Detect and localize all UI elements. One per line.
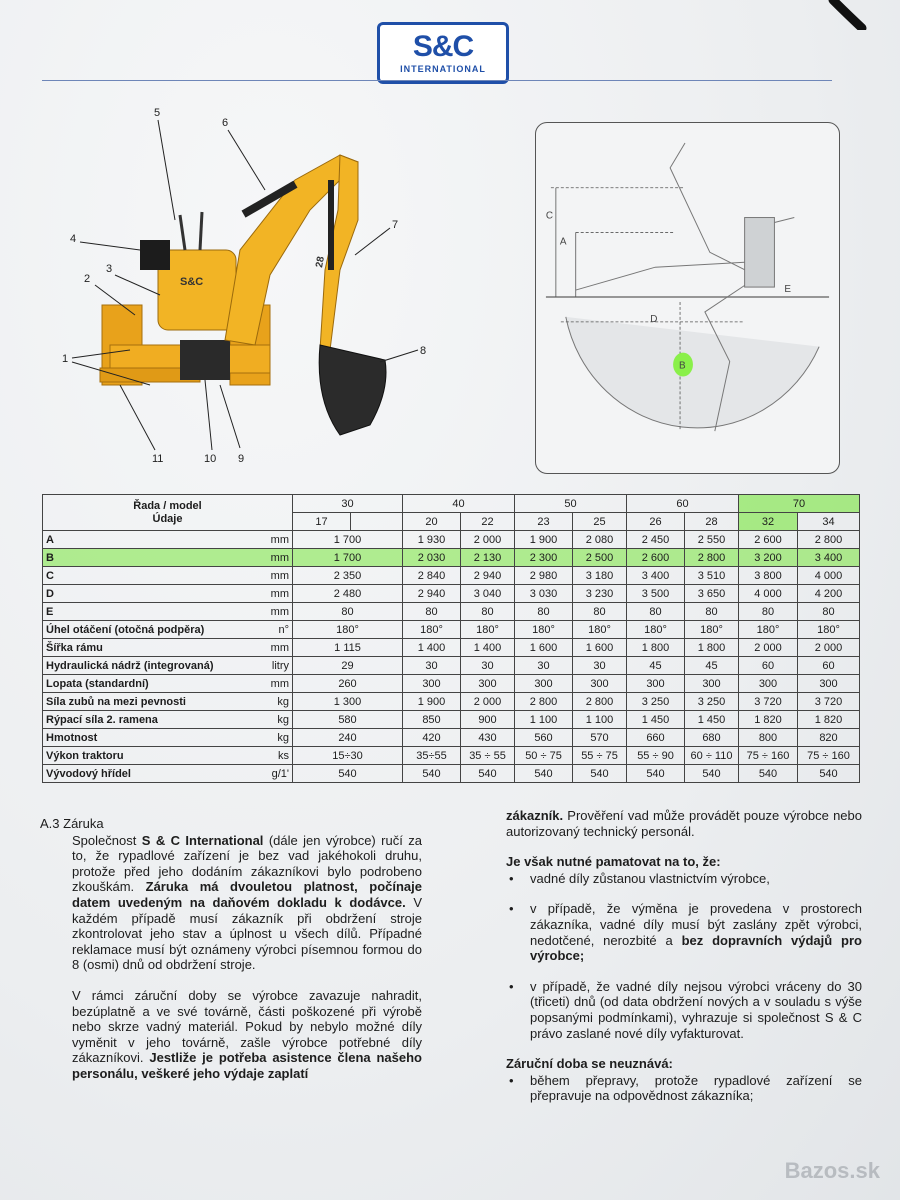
callout-10: 10 (204, 453, 217, 465)
table-cell: 29 (293, 657, 403, 675)
table-cell: 240 (293, 729, 403, 747)
table-cell: 4 000 (798, 567, 860, 585)
table-cell: 55 ÷ 90 (627, 747, 685, 765)
bullet2-bold: bez dopravních výdajů pro výrobce; (530, 932, 862, 964)
table-cell: 2 000 (739, 639, 798, 657)
table-cell: 2 980 (515, 567, 573, 585)
diagram-label-d: D (650, 313, 658, 325)
table-cell: 570 (573, 729, 627, 747)
exclusion-list (506, 1073, 862, 1104)
series-30: 30 (293, 495, 403, 513)
table-cell: 2 350 (293, 567, 403, 585)
list-item: • vadné díly zůstanou vlastnictvím výrobce, (506, 871, 862, 887)
header-label-cell (43, 495, 293, 531)
table-row (43, 531, 860, 549)
table-cell: 2 940 (461, 567, 515, 585)
callout-6: 6 (222, 117, 229, 129)
table-row (43, 711, 860, 729)
model-34: 34 (798, 513, 860, 531)
table-cell: 75 ÷ 160 (798, 747, 860, 765)
table-cell: 3 510 (685, 567, 739, 585)
diagram-label-a: A (559, 236, 567, 248)
callout-2: 2 (84, 273, 91, 285)
row-label: Lopata (standardní) (43, 675, 251, 693)
table-cell: 1 400 (403, 639, 461, 657)
table-cell: 2 000 (461, 531, 515, 549)
table-cell: 80 (739, 603, 798, 621)
table-cell: 540 (798, 765, 860, 783)
table-cell: 1 800 (627, 639, 685, 657)
model-23: 23 (515, 513, 573, 531)
table-cell: 2 500 (573, 549, 627, 567)
list-item: • v případě, že vadné díly nejsou výrobci vráceny do 30 (třiceti) dnů (od data obdržení nových a v souladu s výše popsanými podmínkami), vyhrazuje si společnost S & C právo zaslané nové díly vyfakturovat. (506, 979, 862, 1041)
table-cell: 3 230 (573, 585, 627, 603)
table-cell: 30 (461, 657, 515, 675)
table-cell: 3 250 (627, 693, 685, 711)
table-cell: 60 (739, 657, 798, 675)
table-row (43, 639, 860, 657)
logo-subtitle: INTERNATIONAL (400, 64, 486, 74)
table-cell: 180° (798, 621, 860, 639)
table-cell: 1 600 (573, 639, 627, 657)
p1-intro: Společnost (72, 832, 142, 848)
table-cell: 55 ÷ 75 (573, 747, 627, 765)
table-cell: 3 650 (685, 585, 739, 603)
table-cell: 180° (573, 621, 627, 639)
table-cell: 2 550 (685, 531, 739, 549)
table-cell: 15÷30 (293, 747, 403, 765)
header-label-model: Řada / model (133, 499, 202, 512)
note-heading: Je však nutné pamatovat na to, že: (506, 854, 721, 870)
model-20: 20 (403, 513, 461, 531)
exclusion-heading: Záruční doba se neuznává: (506, 1056, 673, 1072)
table-cell: 680 (685, 729, 739, 747)
header-rule (42, 80, 832, 81)
section-title: A.3 Záruka (40, 816, 104, 831)
table-cell: 45 (685, 657, 739, 675)
table-row (43, 621, 860, 639)
table-cell: 850 (403, 711, 461, 729)
row-unit: g/1' (251, 765, 293, 783)
table-cell: 300 (573, 675, 627, 693)
p1-brand: S & C International (141, 832, 264, 848)
table-cell: 180° (627, 621, 685, 639)
diagram-label-e: E (784, 284, 791, 296)
row-label: Rýpací síla 2. ramena (43, 711, 251, 729)
table-cell: 1 900 (515, 531, 573, 549)
table-cell: 3 800 (739, 567, 798, 585)
table-cell: 540 (293, 765, 403, 783)
table-cell: 50 ÷ 75 (515, 747, 573, 765)
table-cell: 300 (627, 675, 685, 693)
series-50: 50 (515, 495, 627, 513)
boom-label: 28 (314, 255, 327, 269)
table-cell: 540 (461, 765, 515, 783)
table-cell: 80 (461, 603, 515, 621)
row-unit: mm (251, 603, 293, 621)
series-60: 60 (627, 495, 739, 513)
row-label: Šířka rámu (43, 639, 251, 657)
table-cell: 2 480 (293, 585, 403, 603)
table-cell: 430 (461, 729, 515, 747)
table-cell: 3 030 (515, 585, 573, 603)
table-cell: 1 300 (293, 693, 403, 711)
warranty-right-column (506, 808, 862, 1119)
p2-bold: Jestliže je potřeba asistence člena našeho personálu, veškeré jeho výdaje zaplatí (72, 1050, 422, 1081)
row-label: Úhel otáčení (otočná podpěra) (43, 621, 251, 639)
table-cell: 540 (573, 765, 627, 783)
backhoe-photo (40, 100, 460, 480)
row-label: B (43, 549, 251, 567)
row-unit: mm (251, 549, 293, 567)
list-item (506, 901, 862, 963)
series-70: 70 (739, 495, 860, 513)
cable-fragment (828, 0, 868, 30)
table-cell: 420 (403, 729, 461, 747)
table-cell: 80 (627, 603, 685, 621)
table-cell: 2 800 (685, 549, 739, 567)
row-label: E (43, 603, 251, 621)
logo-mark: S&C (412, 30, 474, 63)
table-cell: 35÷55 (403, 747, 461, 765)
table-cell: 560 (515, 729, 573, 747)
table-cell: 660 (627, 729, 685, 747)
callout-3: 3 (106, 263, 113, 275)
table-row (43, 567, 860, 585)
callout-4: 4 (70, 233, 77, 245)
callout-9: 9 (238, 453, 245, 465)
table-cell: 1 400 (461, 639, 515, 657)
watermark: Bazos.sk (784, 1158, 880, 1183)
model-26: 26 (627, 513, 685, 531)
table-cell: 2 450 (627, 531, 685, 549)
row-label: Síla zubů na mezi pevnosti (43, 693, 251, 711)
table-cell: 180° (739, 621, 798, 639)
row-label: A (43, 531, 251, 549)
row-label: Výkon traktoru (43, 747, 251, 765)
table-cell: 180° (685, 621, 739, 639)
callout-7: 7 (392, 219, 399, 231)
table-cell: 1 930 (403, 531, 461, 549)
table-cell: 300 (515, 675, 573, 693)
table-cell: 540 (739, 765, 798, 783)
table-row (43, 729, 860, 747)
table-cell: 4 200 (798, 585, 860, 603)
table-cell: 2 840 (403, 567, 461, 585)
table-cell: 180° (515, 621, 573, 639)
table-row (43, 747, 860, 765)
table-cell: 180° (461, 621, 515, 639)
table-cell: 1 700 (293, 531, 403, 549)
table-cell: 900 (461, 711, 515, 729)
table-cell: 300 (685, 675, 739, 693)
table-row (43, 549, 860, 567)
table-cell: 3 400 (627, 567, 685, 585)
table-cell: 1 820 (739, 711, 798, 729)
callout-5: 5 (154, 107, 161, 119)
table-row (43, 693, 860, 711)
spec-table (42, 494, 860, 783)
table-cell: 2 800 (573, 693, 627, 711)
table-cell: 80 (573, 603, 627, 621)
table-cell: 3 200 (739, 549, 798, 567)
bullet2-text: v případě, že výměna je provedena v prostorech zákazníka, vadné díly musí být zaslány zpět výrobci, nedotčené, nerozbité a (530, 901, 862, 948)
row-unit: mm (251, 639, 293, 657)
table-row (43, 765, 860, 783)
table-cell: 2 000 (798, 639, 860, 657)
table-cell: 300 (798, 675, 860, 693)
table-cell: 30 (573, 657, 627, 675)
row-unit: mm (251, 531, 293, 549)
table-cell: 30 (403, 657, 461, 675)
table-cell: 3 720 (798, 693, 860, 711)
table-cell: 2 800 (515, 693, 573, 711)
table-cell: 300 (739, 675, 798, 693)
table-row (43, 603, 860, 621)
row-label: Hmotnost (43, 729, 251, 747)
warranty-paragraph-1 (72, 833, 422, 973)
table-header-series (43, 495, 860, 513)
model-28: 28 (685, 513, 739, 531)
model-22: 22 (461, 513, 515, 531)
row-label: D (43, 585, 251, 603)
row-label: C (43, 567, 251, 585)
r1-bold: zákazník. (506, 808, 564, 823)
table-cell: 1 450 (685, 711, 739, 729)
table-cell: 30 (515, 657, 573, 675)
p1-bold-validity: Záruka má dvouletou platnost, počínaje datem uvedeným na daňovém dokladu k dodávce. (72, 879, 422, 910)
table-cell: 2 080 (573, 531, 627, 549)
row-unit: kg (251, 693, 293, 711)
table-cell: 60 ÷ 110 (685, 747, 739, 765)
table-cell: 540 (627, 765, 685, 783)
table-body (43, 531, 860, 783)
table-cell: 2 300 (515, 549, 573, 567)
table-cell: 3 720 (739, 693, 798, 711)
header-label-data: Údaje (152, 512, 183, 525)
table-cell: 540 (515, 765, 573, 783)
row-unit: litry (251, 657, 293, 675)
row-unit: kg (251, 711, 293, 729)
table-cell: 60 (798, 657, 860, 675)
table-cell: 2 600 (627, 549, 685, 567)
table-cell: 1 600 (515, 639, 573, 657)
p1-closing: V každém případě musí zákazník při obdržení stroje zkontrolovat jeho stav a úplnost u všech dílů. Případné reklamace musí být oznámeny výrobci písemnou formou do 8 (osmi) dnů od obdržení stroje. (72, 894, 422, 973)
row-unit: kg (251, 729, 293, 747)
table-cell: 260 (293, 675, 403, 693)
table-row (43, 585, 860, 603)
reach-diagram (535, 122, 840, 474)
company-logo (377, 22, 509, 84)
row-unit: ks (251, 747, 293, 765)
warranty-left-column (40, 816, 422, 1097)
table-cell: 1 100 (573, 711, 627, 729)
series-40: 40 (403, 495, 515, 513)
table-cell: 80 (403, 603, 461, 621)
table-row (43, 657, 860, 675)
model-empty (351, 513, 403, 531)
table-cell: 800 (739, 729, 798, 747)
table-cell: 580 (293, 711, 403, 729)
table-cell: 2 600 (739, 531, 798, 549)
table-row (43, 675, 860, 693)
table-cell: 540 (685, 765, 739, 783)
model-25: 25 (573, 513, 627, 531)
table-cell: 3 040 (461, 585, 515, 603)
table-cell: 1 800 (685, 639, 739, 657)
table-cell: 820 (798, 729, 860, 747)
diagram-label-c: C (545, 210, 554, 222)
table-cell: 300 (403, 675, 461, 693)
table-cell: 1 100 (515, 711, 573, 729)
r1-text: Prověření vad může provádět pouze výrobce nebo autorizovaný technický personál. (506, 808, 862, 839)
table-cell: 2 030 (403, 549, 461, 567)
table-cell: 540 (403, 765, 461, 783)
row-unit: mm (251, 567, 293, 585)
table-cell: 1 820 (798, 711, 860, 729)
table-cell: 2 940 (403, 585, 461, 603)
row-unit: n° (251, 621, 293, 639)
table-cell: 3 400 (798, 549, 860, 567)
table-cell: 4 000 (739, 585, 798, 603)
table-cell: 180° (403, 621, 461, 639)
table-cell: 80 (293, 603, 403, 621)
callout-11: 11 (152, 453, 164, 465)
p1-text: (dále jen výrobce) ručí za to, že rypadlové zařízení je bez vad jakéhokoli druhu, protože před jeho dodáním zákazníkovi bylo podrobeno zkouškám. (72, 832, 422, 895)
model-17: 17 (293, 513, 351, 531)
table-cell: 3 180 (573, 567, 627, 585)
table-cell: 1 900 (403, 693, 461, 711)
model-32: 32 (739, 513, 798, 531)
list-item: • během přepravy, protože rypadlové zařízení se přepravuje na odpovědnost zákazníka; (506, 1073, 862, 1104)
table-cell: 300 (461, 675, 515, 693)
right-paragraph-1 (506, 808, 862, 839)
table-cell: 3 500 (627, 585, 685, 603)
row-unit: mm (251, 585, 293, 603)
row-label: Vývodový hřídel (43, 765, 251, 783)
callout-8: 8 (420, 345, 427, 357)
diagram-label-b: B (679, 360, 686, 372)
table-cell: 80 (798, 603, 860, 621)
table-cell: 180° (293, 621, 403, 639)
table-cell: 3 250 (685, 693, 739, 711)
table-cell: 1 450 (627, 711, 685, 729)
table-cell: 45 (627, 657, 685, 675)
note-list (506, 871, 862, 1041)
table-cell: 2 000 (461, 693, 515, 711)
warranty-paragraph-2 (72, 988, 422, 1082)
table-cell: 2 800 (798, 531, 860, 549)
row-label: Hydraulická nádrž (integrovaná) (43, 657, 251, 675)
table-cell: 35 ÷ 55 (461, 747, 515, 765)
table-cell: 80 (515, 603, 573, 621)
p2-text: V rámci záruční doby se výrobce zavazuje nahradit, bezúplatně a ve své továrně, části poškozené při výrobě nebo skrze vadný materiál. Pokud by nebylo možné díly vyměnit v jeho továrně, zašle výrobce potřebné díly zákazníkovi. (72, 987, 422, 1066)
row-unit: mm (251, 675, 293, 693)
callout-1: 1 (62, 353, 69, 365)
table-cell: 80 (685, 603, 739, 621)
table-cell: 1 115 (293, 639, 403, 657)
table-cell: 1 700 (293, 549, 403, 567)
table-cell: 2 130 (461, 549, 515, 567)
table-cell: 75 ÷ 160 (739, 747, 798, 765)
body-logo: S&C (180, 276, 204, 288)
